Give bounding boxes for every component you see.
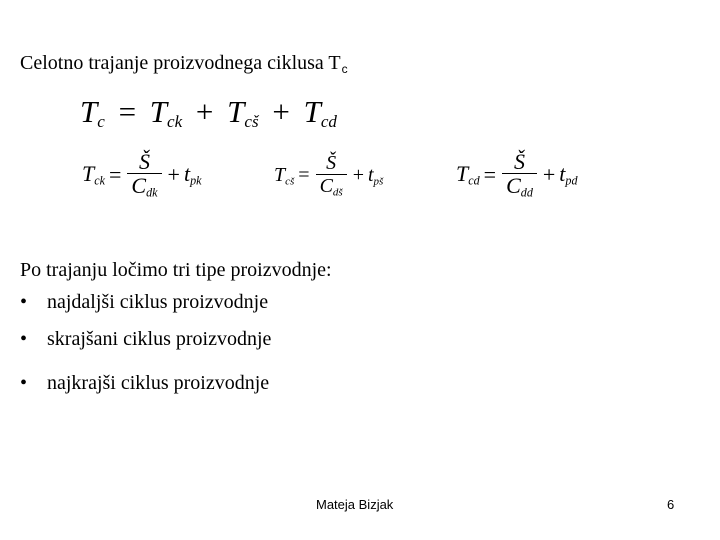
formula-symbol-t: T	[149, 94, 168, 129]
formula-symbol-t-small: t	[183, 161, 191, 187]
formula-sub-cs: cš	[244, 112, 259, 132]
fraction	[127, 150, 161, 200]
formula-symbol-t: T	[82, 161, 95, 187]
formula-symbol-t: T	[274, 164, 286, 187]
formula-sub: ck	[94, 173, 105, 188]
formula-sub-ck: ck	[167, 112, 183, 132]
formula-symbol-t-small: t	[559, 161, 566, 187]
formula-symbol-t: T	[303, 94, 321, 129]
list-item	[20, 291, 268, 314]
fraction-denominator: C	[506, 173, 521, 199]
fraction-numerator: Š	[326, 152, 337, 174]
fraction-denominator: C	[319, 175, 333, 197]
fraction	[316, 153, 347, 198]
formula-symbol-t: T	[80, 94, 98, 129]
formula-symbol-t: T	[456, 161, 469, 187]
list-item-text: najdaljši ciklus proizvodnje	[47, 291, 269, 313]
bullet-icon: •	[20, 328, 28, 350]
formula-tck	[82, 150, 202, 200]
fraction-numerator: Š	[138, 149, 150, 174]
formula-sub: cš	[285, 175, 295, 188]
formula-total-cycle	[80, 94, 337, 132]
formula-tcd	[456, 150, 578, 200]
bullet-icon: •	[20, 372, 28, 394]
page-number: 6	[667, 497, 675, 512]
formula-sub-c: c	[97, 112, 105, 132]
plus-sign: +	[352, 164, 364, 187]
equals-sign: =	[298, 164, 310, 187]
formula-sub: pk	[190, 173, 202, 188]
list-item-text: najkrajši ciklus proizvodnje	[47, 372, 270, 394]
formula-sub: cd	[468, 173, 480, 188]
plus-sign: +	[272, 94, 290, 129]
formula-sub: dš	[332, 186, 343, 199]
equals-sign: =	[118, 94, 137, 129]
equals-sign: =	[109, 162, 122, 187]
list-item	[20, 372, 269, 395]
formula-sub: dd	[520, 185, 533, 200]
plus-sign: +	[195, 94, 214, 129]
formula-sub: pd	[565, 173, 578, 188]
heading-text: Celotno trajanje proizvodnega ciklusa T	[20, 52, 341, 74]
formula-symbol-t: T	[227, 94, 245, 129]
formula-sub-cd: cd	[320, 112, 337, 132]
equals-sign: =	[483, 162, 497, 187]
list-item-text: skrajšani ciklus proizvodnje	[47, 328, 272, 350]
fraction-numerator: Š	[513, 149, 525, 174]
bullet-icon: •	[20, 291, 28, 313]
slide-heading	[20, 52, 348, 76]
formula-symbol-t-small: t	[367, 164, 374, 187]
formula-sub: dk	[146, 185, 158, 200]
plus-sign: +	[167, 162, 180, 187]
formula-tcs	[274, 153, 383, 198]
footer-author: Mateja Bizjak	[316, 497, 394, 512]
fraction	[502, 150, 537, 200]
intro-text: Po trajanju ločimo tri tipe proizvodnje:	[20, 259, 332, 281]
formula-sub: pš	[373, 175, 384, 188]
fraction-denominator: C	[131, 173, 147, 199]
heading-subscript: c	[341, 62, 348, 76]
plus-sign: +	[542, 162, 556, 187]
list-item	[20, 328, 271, 351]
